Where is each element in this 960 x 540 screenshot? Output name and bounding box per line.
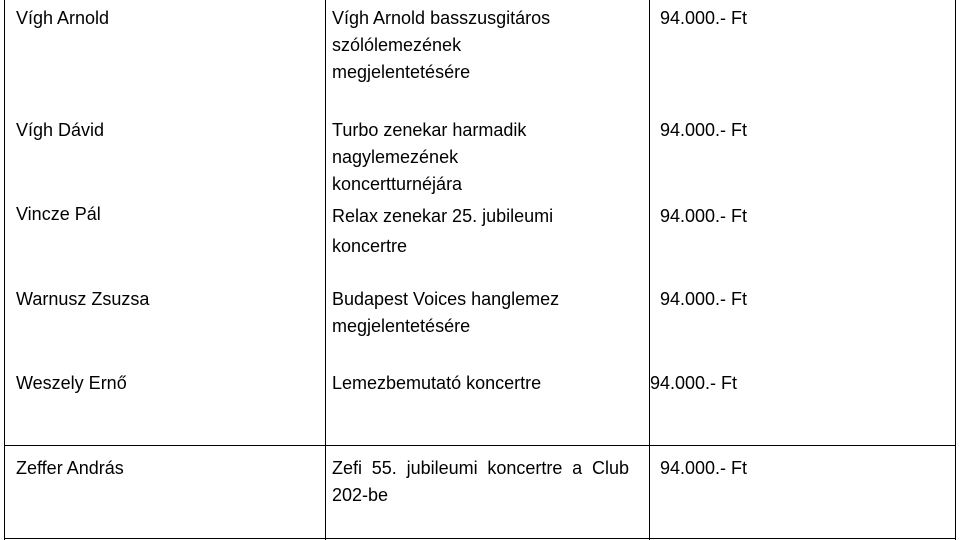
- grant-amount: 94.000.- Ft: [660, 289, 748, 309]
- recipient-name: Vincze Pál: [16, 204, 101, 224]
- project-description: Lemezbemutató koncertre: [332, 373, 542, 393]
- table-border-left: [4, 0, 5, 540]
- project-description: Relax zenekar 25. jubileumi koncertre: [332, 206, 554, 256]
- grant-amount: 94.000.- Ft: [660, 458, 748, 478]
- project-description: Budapest Voices hanglemez megjelentetésére: [332, 289, 560, 336]
- column-divider-2: [649, 0, 650, 540]
- table-border-bottom: [4, 538, 956, 539]
- grant-amount: 94.000.- Ft: [660, 206, 748, 226]
- recipient-name: Warnusz Zsuzsa: [16, 289, 150, 309]
- column-divider-1: [325, 0, 326, 540]
- recipient-name: Vígh Arnold: [16, 8, 110, 28]
- recipient-name: Zeffer András: [16, 458, 124, 478]
- project-description: Turbo zenekar harmadik nagylemezének koncertturnéjára: [332, 120, 527, 194]
- recipient-name: Vígh Dávid: [16, 120, 105, 140]
- row-divider: [4, 445, 956, 446]
- grant-amount: 94.000.- Ft: [650, 373, 738, 393]
- project-description: Zefi 55. jubileumi koncertre a Club 202-be: [332, 458, 629, 505]
- table-border-right: [955, 0, 956, 540]
- grant-amount: 94.000.- Ft: [660, 8, 748, 28]
- grant-amount: 94.000.- Ft: [660, 120, 748, 140]
- recipient-name: Weszely Ernő: [16, 373, 127, 393]
- project-description: Vígh Arnold basszusgitáros szólólemezének megjelentetésére: [332, 8, 551, 82]
